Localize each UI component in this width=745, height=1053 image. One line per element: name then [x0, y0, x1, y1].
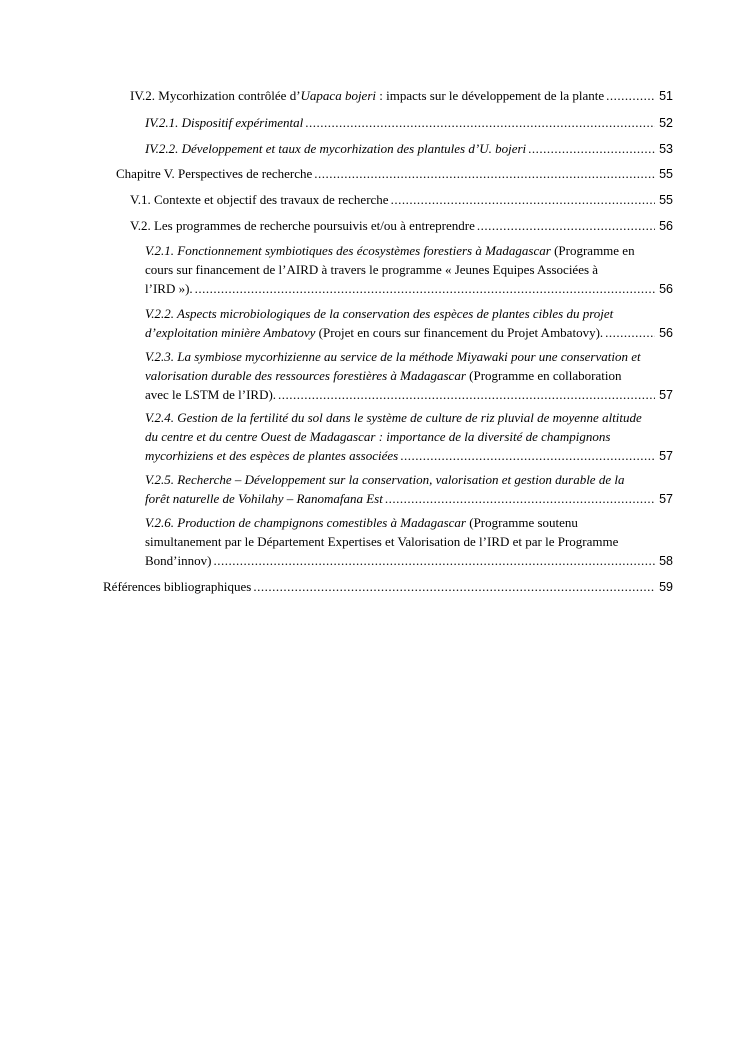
toc-page-number: 58	[659, 554, 673, 568]
dot-leader	[195, 279, 655, 298]
toc-label: IV.2.1. Dispositif expérimental	[145, 115, 304, 130]
toc-entry-v24[interactable]	[145, 408, 673, 465]
toc-label-line-2: valorisation durable des ressources forestières à Madagascar (Programme en collaboration	[145, 368, 622, 383]
toc-entry-iv22[interactable]	[145, 139, 673, 158]
dot-leader	[385, 489, 655, 508]
dot-leader	[606, 86, 655, 105]
toc-label-line-1: V.2.5. Recherche – Développement sur la conservation, valorisation et gestion durable de la	[145, 472, 625, 487]
toc-label-line-2: d’exploitation minière Ambatovy (Projet en cours sur financement du Projet Ambatovy).	[145, 325, 604, 340]
toc-entry-chapter-5[interactable]	[116, 164, 673, 183]
toc-entry-v23[interactable]	[145, 347, 673, 404]
toc-label-line-3: mycorhiziens et des espèces de plantes associées	[145, 448, 399, 463]
toc-page-number: 56	[659, 219, 673, 233]
toc-label-line-2: du centre et du centre Ouest de Madagascar : importance de la diversité de champignons	[145, 429, 611, 444]
toc-page-number: 55	[659, 167, 673, 181]
dot-leader	[278, 385, 655, 404]
toc-label-line-1: V.2.1. Fonctionnement symbiotiques des écosystèmes forestiers à Madagascar (Programme en	[145, 243, 635, 258]
toc-label-line-3: l’IRD »).	[145, 281, 193, 296]
toc-page-number: 57	[659, 388, 673, 402]
dot-leader	[400, 446, 655, 465]
toc-entry-v1[interactable]	[130, 190, 673, 209]
toc-label-line-2: simultanement par le Département Expertises et Valorisation de l’IRD et par le Programme	[145, 534, 619, 549]
toc-page-number: 51	[659, 89, 673, 103]
toc-label-line-3: avec le LSTM de l’IRD).	[145, 387, 277, 402]
toc-entry-v22[interactable]	[145, 304, 673, 342]
toc-label-line-1: V.2.4. Gestion de la fertilité du sol dans le système de culture de riz pluvial de moyenne altitude	[145, 410, 642, 425]
toc-page-number: 52	[659, 116, 673, 130]
toc-page-number: 53	[659, 142, 673, 156]
toc-label-line-2: forêt naturelle de Vohilahy – Ranomafana Est	[145, 491, 383, 506]
dot-leader	[528, 139, 655, 158]
toc-page-number: 56	[659, 282, 673, 296]
toc-entry-iv2[interactable]	[130, 86, 673, 105]
toc-entry-v26[interactable]	[145, 513, 673, 570]
toc-label: IV.2. Mycorhization contrôlée d’Uapaca bojeri : impacts sur le développement de la plante	[130, 88, 605, 103]
toc-page-number: 59	[659, 580, 673, 594]
toc-entry-iv21[interactable]	[145, 113, 673, 132]
toc-label: Chapitre V. Perspectives de recherche	[116, 166, 313, 181]
dot-leader	[477, 216, 655, 235]
toc-page-number: 57	[659, 492, 673, 506]
toc-entry-references[interactable]	[103, 577, 673, 596]
toc-label: IV.2.2. Développement et taux de mycorhization des plantules d’U. bojeri	[145, 141, 527, 156]
toc-page-number: 57	[659, 449, 673, 463]
toc-label: V.2. Les programmes de recherche poursuivis et/ou à entreprendre	[130, 218, 475, 233]
dot-leader	[391, 190, 656, 209]
dot-leader	[213, 551, 655, 570]
toc-label-line-1: V.2.2. Aspects microbiologiques de la conservation des espèces de plantes cibles du projet	[145, 306, 614, 321]
dot-leader	[305, 113, 655, 132]
toc-label-line-1: V.2.3. La symbiose mycorhizienne au service de la méthode Miyawaki pour une conservation et	[145, 349, 641, 364]
dot-leader	[314, 164, 655, 183]
toc-label-line-3: Bond’innov)	[145, 553, 212, 568]
dot-leader	[605, 323, 655, 342]
dot-leader	[253, 577, 655, 596]
toc-label: Références bibliographiques	[103, 579, 252, 594]
toc-label-line-1: V.2.6. Production de champignons comestibles à Madagascar (Programme soutenu	[145, 515, 578, 530]
toc-label-line-2: cours sur financement de l’AIRD à travers le programme « Jeunes Equipes Associées à	[145, 262, 599, 277]
toc-page-number: 55	[659, 193, 673, 207]
toc-entry-v25[interactable]	[145, 470, 673, 508]
toc-entry-v2[interactable]	[130, 216, 673, 235]
toc-label: V.1. Contexte et objectif des travaux de recherche	[130, 192, 389, 207]
toc-entry-v21[interactable]	[145, 241, 673, 298]
toc-page-number: 56	[659, 326, 673, 340]
